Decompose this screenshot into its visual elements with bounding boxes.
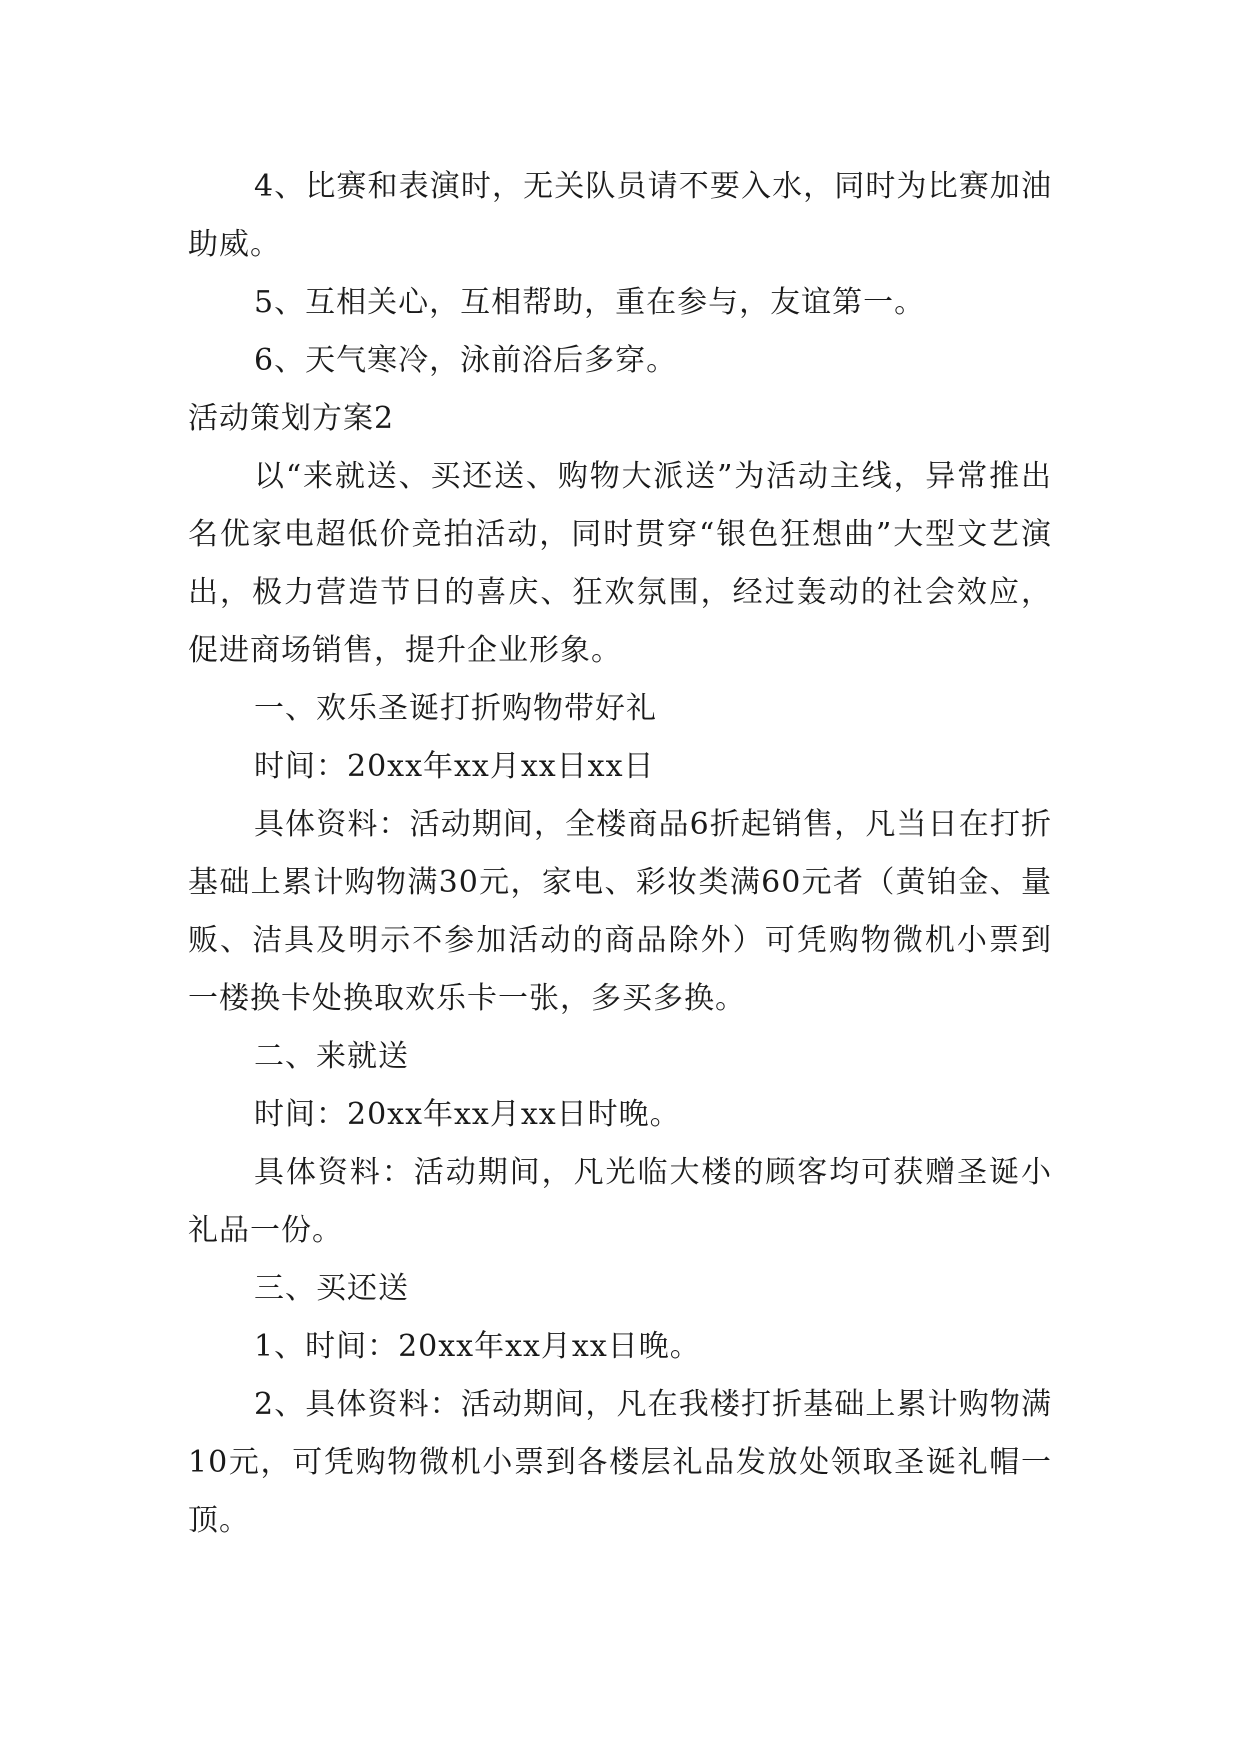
- paragraph-time-1: 时间：20xx年xx月xx日xx日: [254, 749, 655, 784]
- paragraph-rule-4: 4、比赛和表演时，无关队员请不要入水，同时为比赛加油助威。: [188, 169, 1052, 262]
- paragraph-time-2: 时间：20xx年xx月xx日时晚。: [254, 1097, 681, 1132]
- paragraph-details-2: 具体资料：活动期间，凡光临大楼的顾客均可获赠圣诞小礼品一份。: [188, 1155, 1052, 1248]
- paragraph-rule-5: 5、互相关心，互相帮助，重在参与，友谊第一。: [254, 285, 926, 320]
- paragraph-intro: 以“来就送、买还送、购物大派送”为活动主线，异常推出名优家电超低价竞拍活动，同时贯穿“银色狂想曲”大型文艺演出，极力营造节日的喜庆、狂欢氛围，经过轰动的社会效应，促进商场销售，提升企业形象。: [188, 459, 1052, 668]
- paragraph-time-3: 1、时间：20xx年xx月xx日晚。: [254, 1329, 701, 1364]
- paragraph-details-1: 具体资料：活动期间，全楼商品6折起销售，凡当日在打折基础上累计购物满30元，家电、彩妆类满60元者（黄铂金、量贩、洁具及明示不参加活动的商品除外）可凭购物微机小票到一楼换卡处换取欢乐卡一张，多买多换。: [188, 807, 1052, 1016]
- subheading-1: 一、欢乐圣诞打折购物带好礼: [254, 691, 657, 726]
- paragraph-details-3: 2、具体资料：活动期间，凡在我楼打折基础上累计购物满10元，可凭购物微机小票到各楼层礼品发放处领取圣诞礼帽一顶。: [188, 1387, 1052, 1538]
- paragraph-rule-6: 6、天气寒冷，泳前浴后多穿。: [254, 343, 678, 378]
- subheading-3: 三、买还送: [254, 1271, 409, 1306]
- subheading-2: 二、来就送: [254, 1039, 409, 1074]
- document-body: [188, 158, 1052, 1550]
- section-title: 活动策划方案2: [188, 401, 395, 436]
